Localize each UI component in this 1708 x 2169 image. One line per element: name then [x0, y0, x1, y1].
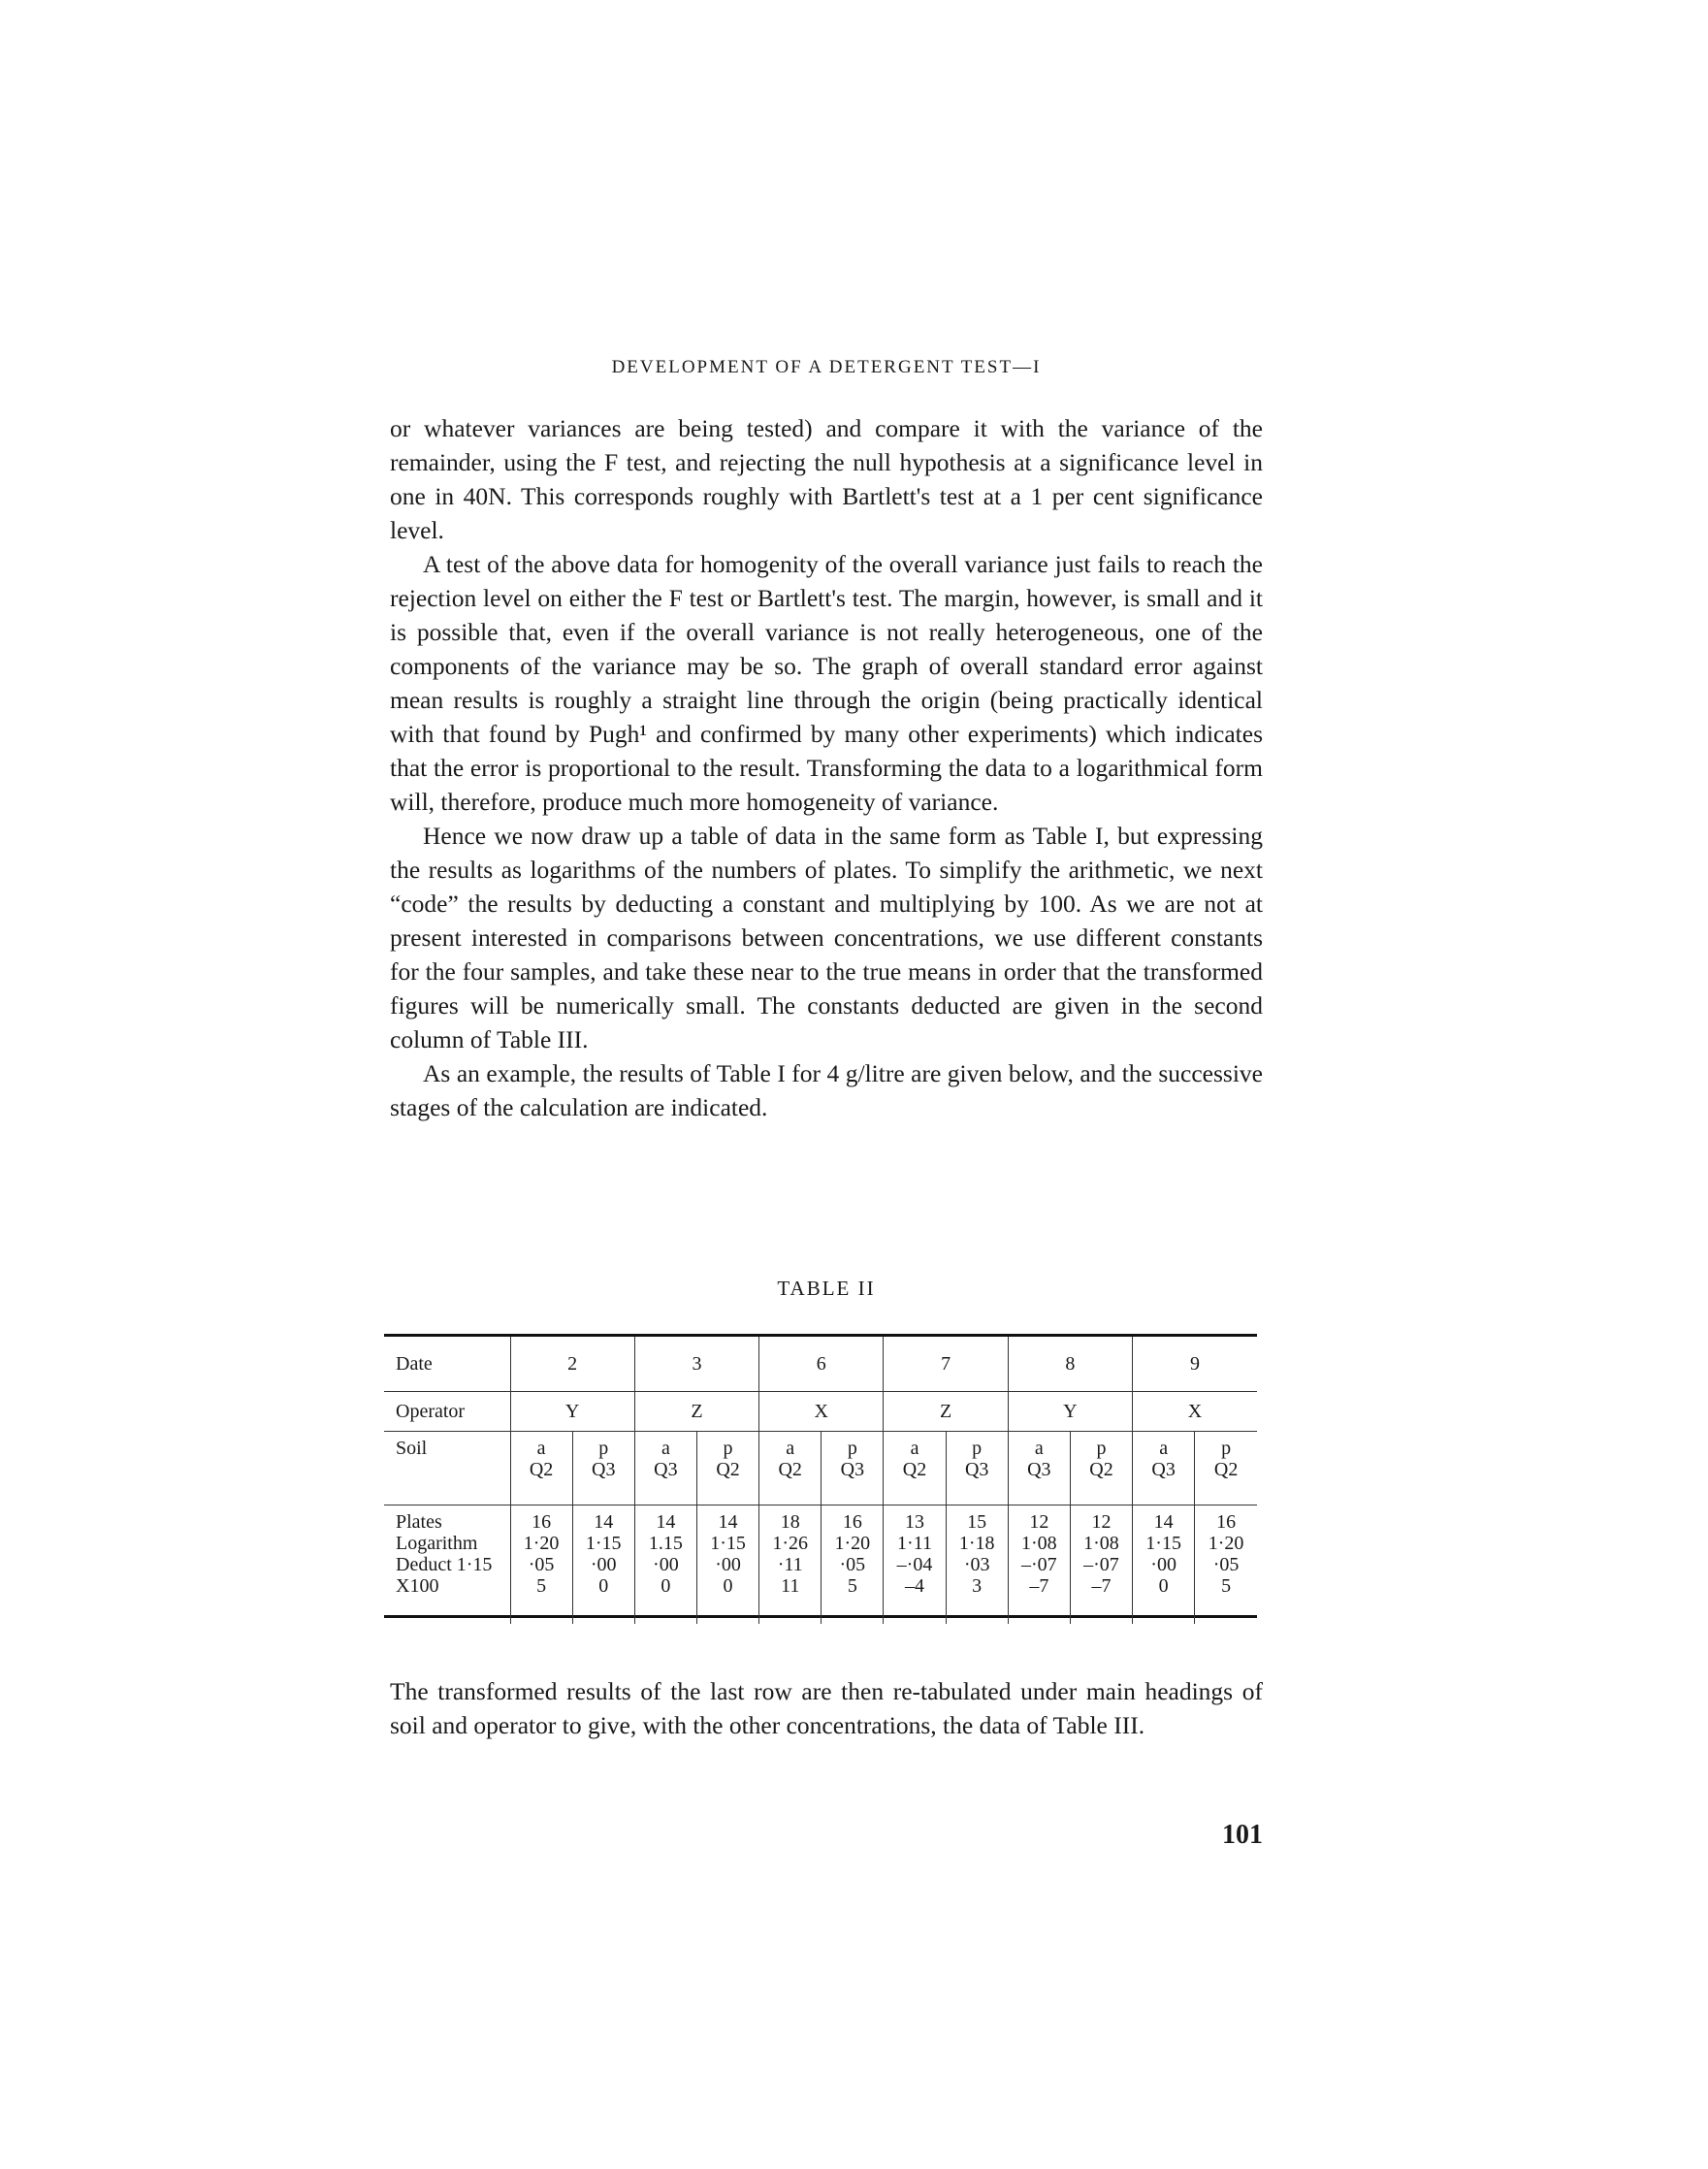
- soil-type: a: [661, 1438, 670, 1459]
- soil-type: a: [536, 1438, 546, 1459]
- date-cell: 3: [634, 1337, 758, 1392]
- log-value: 1.15: [648, 1533, 683, 1554]
- plates-value: 16: [842, 1511, 862, 1533]
- operator-cell: Y: [510, 1392, 634, 1432]
- values-cell: [1070, 1505, 1132, 1625]
- date-row: [384, 1337, 1257, 1392]
- paragraph-2: A test of the above data for homogenity of the overall variance just fails to reach the rejection level on either the F test or Bartlett's test. The margin, however, is small and it is possible that, even if the overall variance is not really heterogeneous, one of the components of the variance may be so. The graph of overall standard error against mean results is roughly a straight line through the origin (being practically identical with that found by Pugh¹ and confirmed by many other experiments) which indicates that the error is proportional to the result. Transforming the data to a logarithmical form will, therefore, produce much more homogeneity of variance.: [390, 550, 1263, 816]
- log-value: 1·18: [958, 1533, 995, 1554]
- values-cell: [822, 1505, 884, 1625]
- paragraph-4: As an example, the results of Table I for 4 g/litre are given below, and the successive stages of the calculation are indicated.: [390, 1059, 1263, 1121]
- soil-q: Q3: [654, 1459, 678, 1480]
- soil-cell: [884, 1432, 946, 1505]
- soil-type: p: [1221, 1438, 1232, 1459]
- log-value: 1·11: [897, 1533, 932, 1554]
- date-cell: 6: [759, 1337, 884, 1392]
- paragraph-3: Hence we now draw up a table of data in the same form as Table I, but expressing the results as logarithms of the numbers of plates. To simplify the arithmetic, we next “code” the results by deducting a constant and multiplying by 100. As we are not at present interested in comparisons between concentrations, we use different constants for the four samples, and take these near to the true means in order that the transformed figures will be numerically small. The constants deducted are given in the second column of Table III.: [390, 822, 1263, 1053]
- plates-value: 14: [1153, 1511, 1174, 1533]
- log-value: 1·15: [1145, 1533, 1181, 1554]
- table-ii: [384, 1334, 1257, 1618]
- soil-cell: [696, 1432, 758, 1505]
- soil-q: Q3: [840, 1459, 865, 1480]
- plates-value: 15: [967, 1511, 987, 1533]
- deduct-value: –·04: [896, 1554, 933, 1575]
- values-cell: [946, 1505, 1008, 1625]
- paragraph-1: or whatever variances are being tested) and compare it with the variance of the remainder, using the F test, and rejecting the null hypothesis at a significance level in one in 40N. This corresponds roughly with Bartlett's test at a 1 per cent significance level.: [390, 414, 1263, 544]
- deduct-value: ·00: [590, 1554, 617, 1575]
- soil-type: p: [1096, 1438, 1107, 1459]
- values-cell: [759, 1505, 822, 1625]
- deduct-value: ·11: [777, 1554, 803, 1575]
- operator-cell: X: [1133, 1392, 1257, 1432]
- soil-type: a: [1159, 1438, 1169, 1459]
- values-cell: [884, 1505, 946, 1625]
- log-value: 1·20: [523, 1533, 560, 1554]
- soil-q: Q2: [1213, 1459, 1239, 1480]
- x100-value: 0: [723, 1575, 733, 1597]
- soil-type: a: [1034, 1438, 1044, 1459]
- soil-type: a: [910, 1438, 919, 1459]
- plates-value: 18: [780, 1511, 800, 1533]
- soil-q: Q2: [778, 1459, 802, 1480]
- soil-type: p: [972, 1438, 983, 1459]
- soil-q: Q3: [964, 1459, 989, 1480]
- running-head: DEVELOPMENT OF A DETERGENT TEST—I: [611, 357, 1042, 377]
- x100-value: 3: [972, 1575, 983, 1597]
- values-cell: [634, 1505, 696, 1625]
- deduct-value: ·05: [839, 1554, 866, 1575]
- values-cell: [696, 1505, 758, 1625]
- deduct-value: ·05: [528, 1554, 555, 1575]
- soil-type: p: [598, 1438, 609, 1459]
- soil-cell: [572, 1432, 634, 1505]
- date-cell: 8: [1008, 1337, 1132, 1392]
- values-cell: [572, 1505, 634, 1625]
- x100-value: 5: [536, 1575, 547, 1597]
- log-value: 1·20: [1208, 1533, 1244, 1554]
- log-value: 1·15: [710, 1533, 746, 1554]
- plates-label: Plates: [396, 1511, 442, 1533]
- soil-q: Q3: [1027, 1459, 1051, 1480]
- deduct-value: –·07: [1020, 1554, 1057, 1575]
- date-label: Date: [396, 1353, 433, 1375]
- soil-q: Q2: [716, 1459, 740, 1480]
- x100-value: –7: [1091, 1575, 1112, 1597]
- operator-label: Operator: [384, 1392, 510, 1432]
- plates-value: 12: [1091, 1511, 1112, 1533]
- values-row: [384, 1505, 1257, 1625]
- log-value: 1·26: [772, 1533, 809, 1554]
- soil-q: Q2: [1089, 1459, 1113, 1480]
- deduct-value: –·07: [1083, 1554, 1119, 1575]
- plates-value: 14: [718, 1511, 738, 1533]
- body-text-top: [390, 411, 1263, 1124]
- soil-cell: [510, 1432, 572, 1505]
- date-cell: 7: [884, 1337, 1008, 1392]
- soil-cell: [822, 1432, 884, 1505]
- plates-value: 12: [1029, 1511, 1049, 1533]
- table-title: TABLE II: [777, 1277, 876, 1300]
- values-labels: [384, 1505, 510, 1625]
- x100-value: –7: [1029, 1575, 1049, 1597]
- x100-label: X100: [396, 1575, 439, 1597]
- soil-cell: [1195, 1432, 1257, 1505]
- operator-cell: Y: [1008, 1392, 1132, 1432]
- log-value: 1·20: [834, 1533, 871, 1554]
- x100-value: 0: [661, 1575, 671, 1597]
- plates-value: 16: [532, 1511, 552, 1533]
- soil-cell: [1133, 1432, 1195, 1505]
- soil-cell: [1070, 1432, 1132, 1505]
- deduct-value: ·00: [653, 1554, 679, 1575]
- x100-value: 5: [1221, 1575, 1232, 1597]
- soil-q: Q2: [902, 1459, 927, 1480]
- x100-value: 0: [1158, 1575, 1169, 1597]
- soil-cell: [759, 1432, 822, 1505]
- log-value: 1·08: [1083, 1533, 1119, 1554]
- x100-value: 5: [847, 1575, 857, 1597]
- deduct-value: ·00: [715, 1554, 741, 1575]
- operator-row: [384, 1392, 1257, 1432]
- soil-type: a: [786, 1438, 795, 1459]
- soil-q: Q2: [529, 1459, 554, 1480]
- values-cell: [510, 1505, 572, 1625]
- plates-value: 14: [594, 1511, 614, 1533]
- data-table: [384, 1337, 1257, 1624]
- values-cell: [1195, 1505, 1257, 1625]
- plates-value: 14: [656, 1511, 676, 1533]
- soil-type: p: [723, 1438, 733, 1459]
- soil-cell: [946, 1432, 1008, 1505]
- deduct-value: ·03: [963, 1554, 990, 1575]
- date-cell: 9: [1133, 1337, 1257, 1392]
- soil-type: p: [847, 1438, 857, 1459]
- values-cell: [1133, 1505, 1195, 1625]
- soil-q: Q3: [1151, 1459, 1176, 1480]
- plates-value: 16: [1216, 1511, 1237, 1533]
- log-value: 1·15: [585, 1533, 622, 1554]
- deduct-label: Deduct 1·15: [396, 1554, 493, 1575]
- paragraph-5: The transformed results of the last row are then re-tabulated under main headings of soil and operator to give, with the other concentrations, the data of Table III.: [390, 1677, 1263, 1739]
- operator-cell: Z: [884, 1392, 1008, 1432]
- soil-label: Soil: [384, 1432, 510, 1505]
- logarithm-label: Logarithm: [396, 1533, 478, 1554]
- x100-value: –4: [905, 1575, 925, 1597]
- operator-cell: Z: [634, 1392, 758, 1432]
- soil-cell: [634, 1432, 696, 1505]
- page-number: 101: [1222, 1820, 1263, 1850]
- deduct-value: ·05: [1212, 1554, 1240, 1575]
- x100-value: 0: [598, 1575, 609, 1597]
- log-value: 1·08: [1020, 1533, 1057, 1554]
- soil-row: [384, 1432, 1257, 1505]
- deduct-value: ·00: [1150, 1554, 1176, 1575]
- date-cell: 2: [510, 1337, 634, 1392]
- body-text-bottom: [390, 1674, 1263, 1742]
- operator-cell: X: [759, 1392, 884, 1432]
- plates-value: 13: [905, 1511, 925, 1533]
- x100-value: 11: [781, 1575, 800, 1597]
- values-cell: [1008, 1505, 1070, 1625]
- soil-q: Q3: [592, 1459, 616, 1480]
- soil-cell: [1008, 1432, 1070, 1505]
